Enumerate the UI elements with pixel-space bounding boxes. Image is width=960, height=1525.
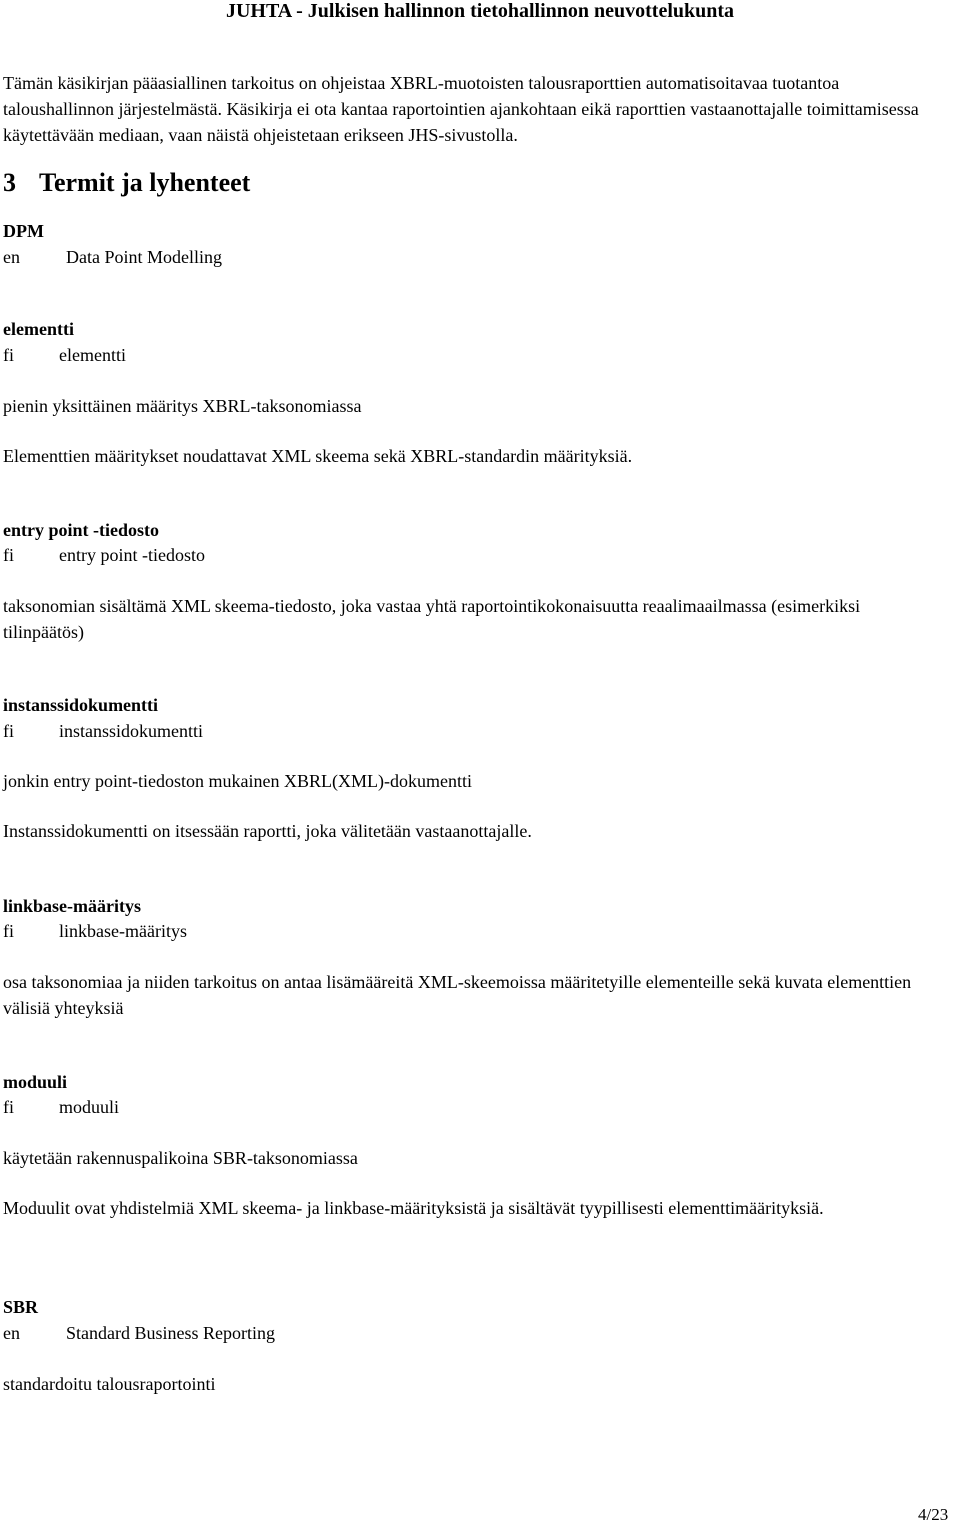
language-code: en (3, 1323, 20, 1343)
term-translation-instanssidokumentti (3, 719, 203, 743)
language-code: fi (3, 921, 14, 941)
term-heading-linkbase: linkbase-määritys (3, 896, 142, 916)
language-code: fi (3, 345, 14, 365)
term-translation-moduuli (3, 1095, 119, 1119)
page-number: 4/23 (918, 1505, 949, 1524)
term-translation-entry-point (3, 543, 205, 567)
term-heading-dpm: DPM (3, 221, 44, 241)
language-code: fi (3, 545, 14, 565)
term-heading-elementti: elementti (3, 319, 74, 339)
term-definition-entry-point: taksonomian sisältämä XML skeema-tiedosto, joka vastaa yhtä raportointikokonaisuutta reaalimaailmassa (esimerkiksi tilinpäätös) (3, 596, 861, 642)
term-translation-dpm (3, 245, 222, 269)
translation-text: Standard Business Reporting (66, 1323, 275, 1343)
language-code: fi (3, 721, 14, 741)
term-heading-moduuli: moduuli (3, 1072, 68, 1092)
translation-text: linkbase-määritys (59, 921, 187, 941)
translation-text: instanssidokumentti (59, 721, 203, 741)
term-definition-elementti: pienin yksittäinen määritys XBRL-taksonomiassa (3, 396, 362, 416)
document-header: JUHTA - Julkisen hallinnon tietohallinnon neuvottelukunta (225, 0, 735, 22)
term-definition-instanssidokumentti: jonkin entry point-tiedoston mukainen XBRL(XML)-dokumentti (3, 771, 472, 791)
term-definition-linkbase: osa taksonomiaa ja niiden tarkoitus on antaa lisämääreitä XML-skeemoissa määritetyille elementeille sekä kuvata elementtien välisiä yhteyksiä (3, 972, 912, 1018)
term-heading-sbr: SBR (3, 1297, 39, 1317)
translation-text: Data Point Modelling (66, 247, 222, 267)
term-translation-sbr (3, 1321, 275, 1345)
term-note-moduuli: Moduulit ovat yhdistelmiä XML skeema- ja linkbase-määrityksistä ja sisältävät tyypillisesti elementtimäärityksiä. (3, 1198, 824, 1218)
term-translation-linkbase (3, 919, 187, 943)
term-note-instanssidokumentti: Instanssidokumentti on itsessään raportti, joka välitetään vastaanottajalle. (3, 821, 532, 841)
term-note-elementti: Elementtien määritykset noudattavat XML skeema sekä XBRL-standardin määrityksiä. (3, 446, 633, 466)
term-translation-elementti (3, 343, 126, 367)
translation-text: moduuli (59, 1097, 120, 1117)
term-heading-instanssidokumentti: instanssidokumentti (3, 695, 159, 715)
language-code: en (3, 247, 20, 267)
term-definition-moduuli: käytetään rakennuspalikoina SBR-taksonomiassa (3, 1148, 358, 1168)
term-heading-entry-point: entry point -tiedosto (3, 520, 159, 540)
section-title (3, 168, 250, 198)
section-title-text: Termit ja lyhenteet (39, 168, 251, 197)
language-code: fi (3, 1097, 14, 1117)
translation-text: elementti (59, 345, 126, 365)
section-number: 3 (3, 168, 16, 197)
term-definition-sbr: standardoitu talousraportointi (3, 1374, 216, 1394)
translation-text: entry point -tiedosto (59, 545, 205, 565)
intro-paragraph: Tämän käsikirjan pääasiallinen tarkoitus on ohjeistaa XBRL-muotoisten talousraporttien automatisoitavaa tuotantoa taloushallinnon järjestelmästä. Käsikirja ei ota kantaa raportointien ajankohtaan eikä raporttien vastaanottajalle toimittamisessa käytettävään mediaan, vaan näistä ohjeistetaan erikseen JHS-sivustolla. (3, 73, 919, 145)
